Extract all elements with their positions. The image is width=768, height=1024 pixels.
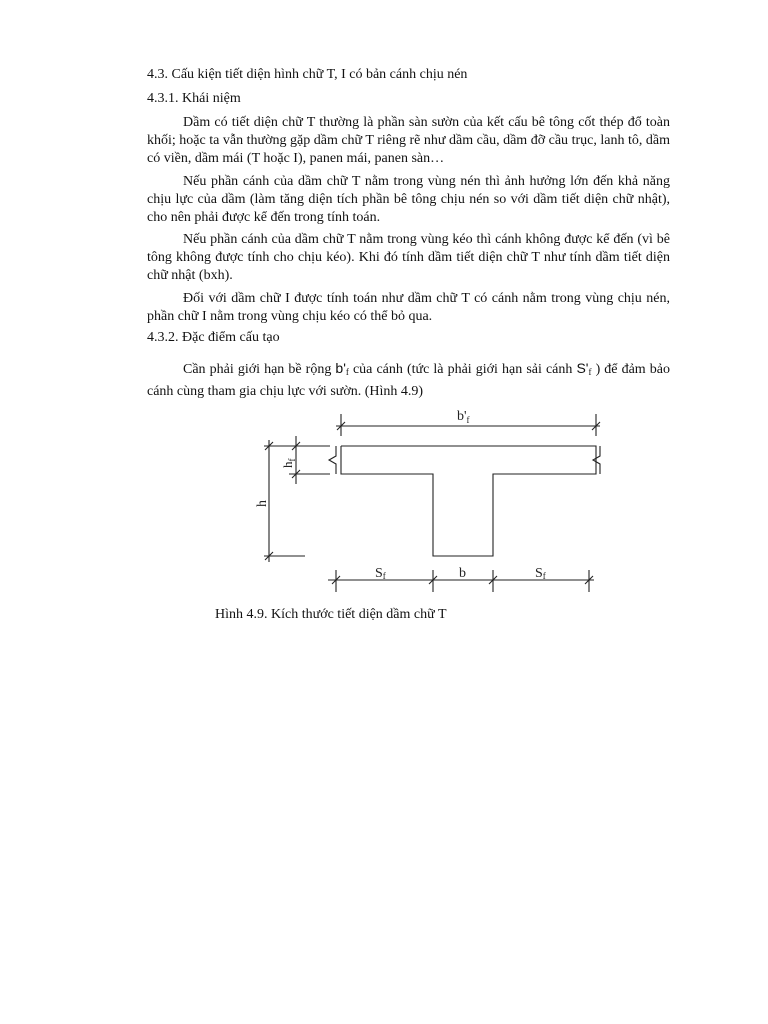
label-hf: $h_f$: [280, 458, 297, 468]
t-section-diagram: [240, 400, 620, 600]
paragraph-3-text: Nếu phần cánh của dầm chữ T nằm trong vùng kéo thì cánh không được kể đến (vì bê tông không được tính cho chịu kéo). Khi đó tính dầm tiết diện chữ T như tính dầm tiết diện chữ nhật (bxh).: [147, 232, 670, 283]
paragraph-1-text: Dầm có tiết diện chữ T thường là phần sàn sườn của kết cấu bê tông cốt thép đổ toàn khối; hoặc ta vẫn thường gặp dầm chữ T riêng rẽ như dầm cầu, dầm đỡ cầu trục, lanh tô, dầm có viền, dầm mái (T hoặc I), panen mái, panen sàn…: [147, 115, 670, 166]
paragraph-3: [147, 231, 670, 285]
subsection-heading-4-3-2: 4.3.2. Đặc điểm cấu tạo: [147, 330, 280, 345]
paragraph-2-text: Nếu phần cánh của dầm chữ T nằm trong vùng nén thì ảnh hưởng lớn đến khả năng chịu lực của dầm (làm tăng diện tích phần bê tông chịu nén so với dầm tiết diện chữ nhật), cho nên phải được kể đến trong tính toán.: [147, 174, 670, 225]
figure-caption: Hình 4.9. Kích thước tiết diện dầm chữ T: [215, 607, 447, 622]
paragraph-5: [147, 358, 670, 402]
symbol-sf: S': [576, 360, 589, 376]
symbol-bf: b': [335, 360, 346, 376]
label-bf: $b'_f$: [457, 409, 470, 425]
symbol-bf-subscript: f: [345, 367, 349, 377]
paragraph-2: [147, 173, 670, 227]
paragraph-4: [147, 290, 670, 326]
label-sf-right: Sf: [535, 566, 546, 581]
paragraph-1: [147, 114, 670, 168]
label-h: h: [255, 500, 270, 507]
paragraph-5-text-c: ) để đảm bảo cánh cùng tham gia chịu lực với sườn. (Hình 4.9): [147, 362, 670, 399]
subsection-heading-4-3-1: 4.3.1. Khái niệm: [147, 91, 241, 106]
paragraph-4-text: Đối với dầm chữ I được tính toán như dầm chữ T có cánh nằm trong vùng chịu nén, phần chữ I nằm trong vùng chịu kéo có thể bỏ qua.: [147, 291, 670, 324]
label-b: b: [459, 566, 466, 581]
t-section-outline: [341, 446, 596, 556]
section-heading-4-3: 4.3. Cấu kiện tiết diện hình chữ T, I có bản cánh chịu nén: [147, 67, 468, 82]
symbol-sf-subscript: f: [588, 367, 592, 377]
paragraph-5-text-b: của cánh (tức là phải giới hạn sải cánh: [348, 362, 577, 377]
left-break-mark: [329, 446, 336, 474]
paragraph-5-text-a: Cần phải giới hạn bề rộng: [183, 362, 336, 377]
label-sf-left: Sf: [375, 566, 386, 581]
